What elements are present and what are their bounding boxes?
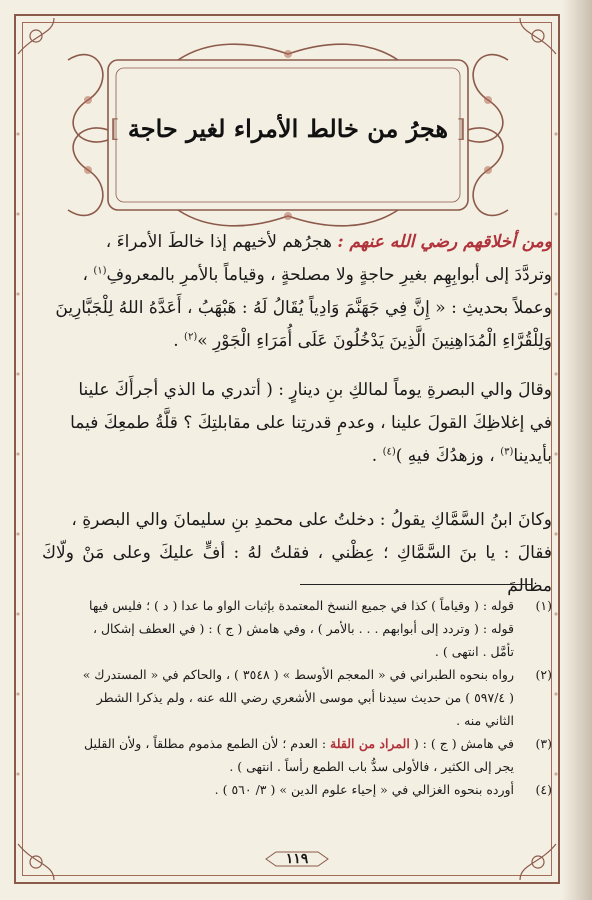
section-lead: ومن أخلاقهم رضي الله عنهم : [337,232,552,252]
footnote-line: أورده بنحوه الغزالي في « إحياء علوم الدين » ( ٣/ ٥٦٠ ) . [214,782,514,797]
footnote-2 [42,663,552,732]
footnote-3 [42,732,552,778]
paragraph-2: وقالَ والي البصرةِ يوماً لمالكِ بنِ دينارٍ : ( أتدري ما الذي أجرأَكَ علينا في إغلاظِكَ القولَ علينا ، وعدمِ قدرتِنا على مقابلتِكَ ؟ قلَّةُ طمعِكَ فيما بأيدينا$^{(٣)}$ ، وزهدُكَ فيهِ )$^{(٤)}$ . [70,380,552,466]
footnote-number: (٤) [535,782,552,797]
footnote-divider [300,584,532,585]
footnote-line: ( ٥٩٧/٤ ) من حديث سيدنا أبي موسى الأشعري رضي الله عنه ، ولم يذكرا الشطر [96,690,514,705]
title-bracket-open: [ [456,115,466,143]
footnote-line: تأمَّل . انتهى ) . [434,644,514,659]
footnote-line: قوله : ( وقياماً ) كذا في جميع النسخ المعتمدة بإثبات الواو ما عدا ( د ) ؛ فليس فيها [89,598,514,613]
footnote-marker: (٤) [382,446,396,458]
footnote-4 [42,778,552,801]
paragraph-line: في إغلاظِكَ القولَ علينا ، وعدمِ قدرتِنا على مقابلتِكَ ؟ قلَّةُ طمعِكَ فيما [70,413,552,433]
footnote-line: قوله : ( وتردد إلى أبوابهم . . . بالأمر ) ، وفي هامش ( ج ) : ( في العطف إشكال ، [92,621,514,636]
paragraph-line: وقالَ والي البصرةِ يوماً لمالكِ بنِ دينارٍ : ( أتدري ما الذي أجرأَكَ علينا [78,380,552,400]
paragraph-line: فقالَ : يا بنَ السَّمَّاكِ ؛ عِظْني ، فقلتُ لهُ : أفٍّ عليكَ وعلى مَنْ ولّاكَ مظالمَ [42,543,552,596]
paragraph-line: وكانَ ابنُ السَّمَّاكِ يقولُ : دخلتُ على محمدِ بنِ سليمانَ والي البصرةِ ، [71,510,552,530]
footnote-number: (٢) [535,667,552,682]
footnote-line: يجر إلى الكثير ، فالأولى سدُّ باب الطمع رأساً . انتهى ) . [229,759,514,774]
paragraph-1: ومن أخلاقهم رضي الله عنهم : هجرُهم لأخيهم إذا خالطَ الأمراءَ ، وتردَّدَ إلى أبوابِهِم بغيرِ حاجةٍ ولا مصلحةٍ ، وقياماً بالأمرِ بالمعروفِ$^{(١)}$ ، وعملاً بحديثِ : « إِنَّ فِي جَهَنَّمَ وَادِياً يُقَالُ لَهُ : هَبْهَبُ ، أَعَدَّهُ اللهُ لِلْجَبَّارِينَ وَلِلْقُرَّاءِ الْمُدَاهِنِينَ الَّذِينَ يَدْخُلُونَ عَلَى أُمَرَاءِ الْجَوْرِ »$^{(٢)}$ . [55,232,552,351]
chapter-header [58,40,518,230]
footnote-line: رواه بنحوه الطبراني في « المعجم الأوسط » ( ٣٥٤٨ ) ، والحاكم في « المستدرك » [82,667,514,682]
paragraph-3 [42,504,552,603]
footnote-highlight: المراد من القلة [330,736,410,751]
footnote-marker: (٢) [184,331,198,343]
paragraph-line: بأيدينا$^{(٣)}$ ، وزهدُكَ فيهِ ) [395,446,552,466]
footnote-line: الثاني منه . [456,713,514,728]
footnote-line: في هامش ( ج ) : ( المراد من القلة : العدم ؛ لأن الطمع مذموم مطلقاً ، ولأن القليل [84,736,514,751]
footnote-marker: (١) [93,265,107,277]
paragraph-line: هجرُهم لأخيهم إذا خالطَ الأمراءَ ، [105,232,332,252]
page-edge-shadow [562,0,592,900]
page-number [262,848,332,870]
page-number-text: ١١٩ [285,851,309,867]
footnote-number: (٣) [535,736,552,751]
footnote-marker: (٣) [500,446,514,458]
paragraph-line: وَلِلْقُرَّاءِ الْمُدَاهِنِينَ الَّذِينَ يَدْخُلُونَ عَلَى أُمَرَاءِ الْجَوْرِ » [197,331,552,351]
title-bracket-close: ] [110,115,120,143]
footnotes [42,594,552,801]
paragraph-line: وتردَّدَ إلى أبوابِهِم بغيرِ حاجةٍ ولا مصلحةٍ ، وقياماً بالأمرِ بالمعروفِ [106,265,552,285]
chapter-title-text: هجرُ من خالط الأمراء لغير حاجة [127,114,449,143]
footnote-number: (١) [535,598,552,613]
chapter-title [58,114,518,143]
footnote-1 [42,594,552,663]
paragraph-line: وعملاً بحديثِ : « إِنَّ فِي جَهَنَّمَ وَادِياً يُقَالُ لَهُ : هَبْهَبُ ، أَعَدَّهُ اللهُ لِلْجَبَّارِينَ [55,298,552,318]
